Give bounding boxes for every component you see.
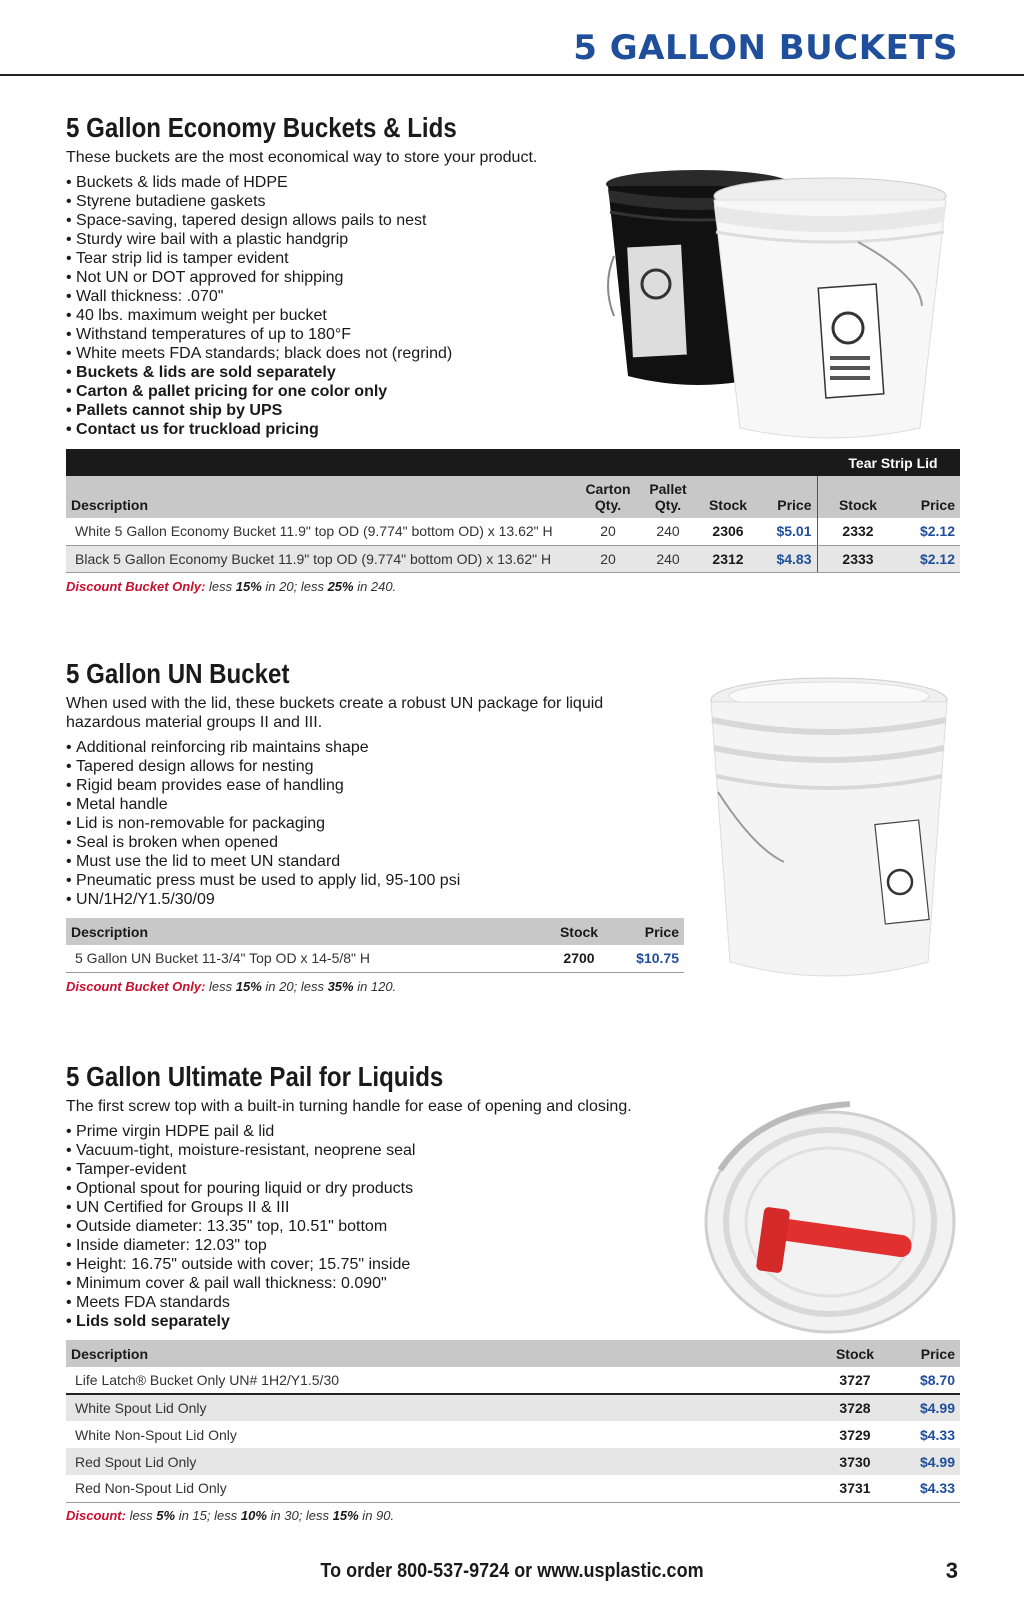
list-item: • Prime virgin HDPE pail & lid: [66, 1122, 706, 1141]
list-item: • Rigid beam provides ease of handling: [66, 776, 686, 795]
table-row: White 5 Gallon Economy Bucket 11.9" top OD (9.774" bottom OD) x 13.62" H 20 240 2306 $5.01 2332 $2.12: [66, 518, 960, 545]
list-item: • Metal handle: [66, 795, 686, 814]
list-item: • Outside diameter: 13.35" top, 10.51" bottom: [66, 1217, 706, 1236]
order-info: To order 800-537-9724 or www.usplastic.com: [320, 1560, 704, 1582]
col-pallet-qty: Pallet Qty.: [637, 476, 699, 518]
col-stock: Stock: [544, 918, 614, 945]
list-item: • Wall thickness: .070": [66, 287, 626, 306]
un-discount: Discount Bucket Only: less 15% in 20; less 35% in 120.: [66, 979, 397, 994]
col-price: Price: [757, 476, 817, 518]
list-item: • Sturdy wire bail with a plastic handgrip: [66, 230, 626, 249]
list-item: • Inside diameter: 12.03" top: [66, 1236, 706, 1255]
list-item: • Must use the lid to meet UN standard: [66, 852, 686, 871]
list-item: • Seal is broken when opened: [66, 833, 686, 852]
list-item: • Additional reinforcing rib maintains shape: [66, 738, 686, 757]
list-item: • UN Certified for Groups II & III: [66, 1198, 706, 1217]
list-item: • White meets FDA standards; black does not (regrind): [66, 344, 626, 363]
list-item: • Tamper-evident: [66, 1160, 706, 1179]
list-item: • Carton & pallet pricing for one color only: [66, 382, 626, 401]
list-item: • Minimum cover & pail wall thickness: 0.090": [66, 1274, 706, 1293]
ultimate-section: [66, 1061, 706, 1331]
list-item: • Not UN or DOT approved for shipping: [66, 268, 626, 287]
list-item: • Meets FDA standards: [66, 1293, 706, 1312]
table-row: White Non-Spout Lid Only 3729 $4.33: [75, 1426, 955, 1443]
list-item: • Contact us for truckload pricing: [66, 420, 626, 439]
col-description: Description: [66, 918, 544, 945]
list-item: • Buckets & lids made of HDPE: [66, 173, 626, 192]
col-price: Price: [614, 918, 684, 945]
list-item: • Withstand temperatures of up to 180°F: [66, 325, 626, 344]
ultimate-price-table: [66, 1340, 960, 1503]
table-row: 5 Gallon UN Bucket 11-3/4" Top OD x 14-5/8" H 2700 $10.75: [66, 945, 684, 972]
list-item: • Pallets cannot ship by UPS: [66, 401, 626, 420]
col-stock: Stock: [699, 476, 757, 518]
ultimate-bullets: [66, 1122, 706, 1331]
list-item: • Tapered design allows for nesting: [66, 757, 686, 776]
list-item: • UN/1H2/Y1.5/30/09: [66, 890, 686, 909]
list-item: • Height: 16.75" outside with cover; 15.75" inside: [66, 1255, 706, 1274]
list-item: • Lid is non-removable for packaging: [66, 814, 686, 833]
list-item: • Tear strip lid is tamper evident: [66, 249, 626, 268]
table-row: Black 5 Gallon Economy Bucket 11.9" top OD (9.774" bottom OD) x 13.62" H 20 240 2312 $4.83 2333 $2.12: [66, 545, 960, 572]
col-carton-qty: Carton Qty.: [579, 476, 637, 518]
list-item: • Pneumatic press must be used to apply lid, 95-100 psi: [66, 871, 686, 890]
list-item: • Buckets & lids are sold separately: [66, 363, 626, 382]
col-lid-price: Price: [890, 476, 960, 518]
economy-intro: These buckets are the most economical way to store your product.: [66, 149, 538, 166]
ultimate-title: 5 Gallon Ultimate Pail for Liquids: [66, 1061, 444, 1092]
un-intro: When used with the lid, these buckets create a robust UN package for liquid hazardous material groups II and III.: [66, 695, 604, 731]
list-item: • Styrene butadiene gaskets: [66, 192, 626, 211]
ultimate-pail-image: [700, 1090, 960, 1336]
table-row: Life Latch® Bucket Only UN# 1H2/Y1.5/30 3727 $8.70: [66, 1367, 960, 1394]
title-divider: [0, 74, 1024, 76]
list-item: • Lids sold separately: [66, 1312, 706, 1331]
col-lid-stock: Stock: [826, 476, 890, 518]
economy-buckets-image: [600, 166, 960, 446]
economy-bullets: [66, 173, 626, 439]
ultimate-intro: The first screw top with a built-in turning handle for ease of opening and closing.: [66, 1098, 632, 1115]
table-row: Red Spout Lid Only 3730 $4.99: [66, 1448, 960, 1475]
tear-strip-lid-label: Tear Strip Lid: [826, 449, 960, 476]
col-description: Description: [66, 476, 579, 518]
col-price: Price: [890, 1340, 960, 1367]
un-section: [66, 658, 686, 909]
un-price-table: [66, 918, 684, 973]
list-item: • 40 lbs. maximum weight per bucket: [66, 306, 626, 325]
ultimate-discount: Discount: less 5% in 15; less 10% in 30; less 15% in 90.: [66, 1508, 395, 1523]
table-row: Red Non-Spout Lid Only 3731 $4.33: [66, 1475, 960, 1502]
table-row: White Spout Lid Only 3728 $4.99: [66, 1394, 960, 1421]
un-bullets: [66, 738, 686, 909]
un-title: 5 Gallon UN Bucket: [66, 658, 290, 689]
economy-title: 5 Gallon Economy Buckets & Lids: [66, 112, 457, 143]
economy-section: [66, 112, 626, 439]
page-title: 5 GALLON BUCKETS: [573, 28, 958, 68]
col-stock: Stock: [820, 1340, 890, 1367]
list-item: • Space-saving, tapered design allows pails to nest: [66, 211, 626, 230]
list-item: • Vacuum-tight, moisture-resistant, neoprene seal: [66, 1141, 706, 1160]
list-item: • Optional spout for pouring liquid or dry products: [66, 1179, 706, 1198]
col-description: Description: [66, 1340, 820, 1367]
page-number: 3: [945, 1558, 958, 1583]
un-bucket-image: [704, 672, 954, 992]
economy-price-table: [66, 449, 960, 573]
economy-discount: Discount Bucket Only: less 15% in 20; less 25% in 240.: [66, 579, 397, 594]
